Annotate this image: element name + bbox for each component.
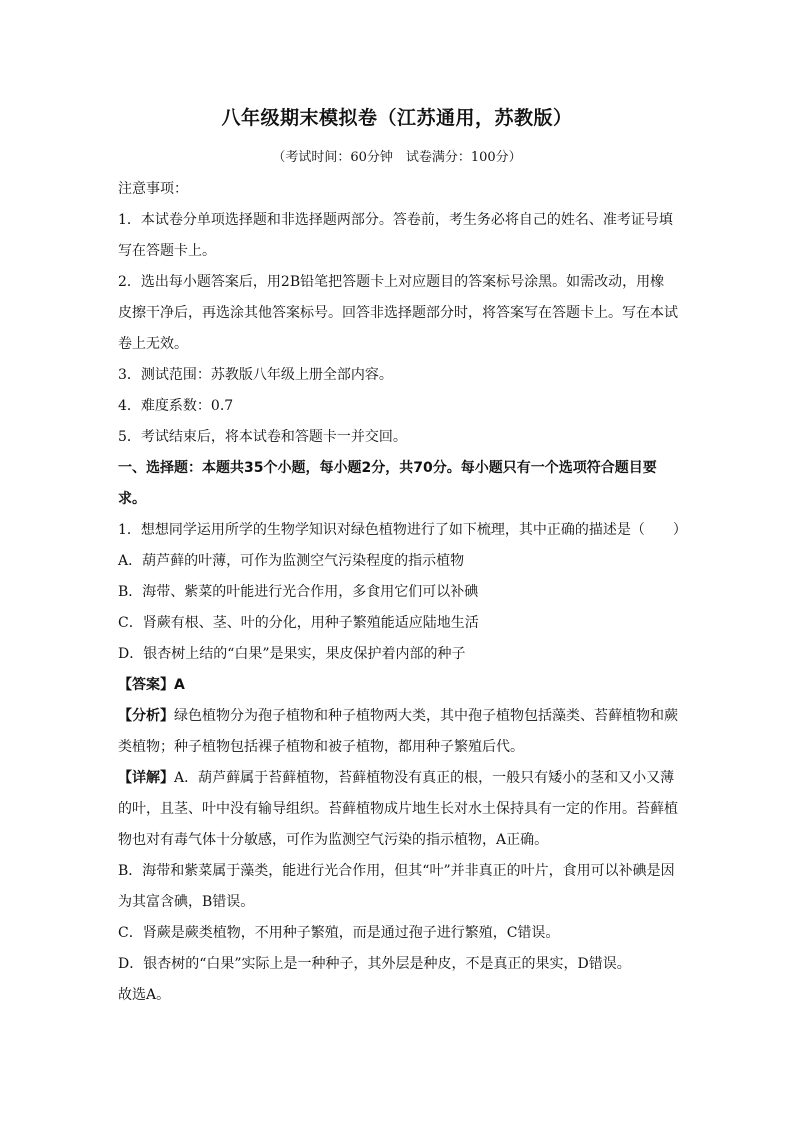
note-line: 2．选出每小题答案后，用2B铅笔把答题卡上对应题目的答案标号涂黑。如需改动，用橡 — [118, 274, 665, 290]
option-a: A．葫芦藓的叶薄，可作为监测空气污染程度的指示植物 — [118, 553, 465, 569]
answer-tag: 【答案】 — [118, 677, 174, 693]
question-stem: 1．想想同学运用所学的生物学知识对绿色植物进行了如下梳理，其中正确的描述是（ ） — [118, 522, 687, 538]
detail-line-cont: C．肾蕨是蕨类植物，不用种子繁殖，而是通过孢子进行繁殖，C错误。 — [118, 925, 560, 941]
detail-line-cont: 的叶，且茎、叶中没有输导组织。苔藓植物成片地生长对水土保持具有一定的作用。苔藓植 — [118, 801, 678, 817]
page-title: 八年级期末模拟卷（江苏通用，苏教版） — [221, 107, 573, 129]
answer-line — [118, 670, 688, 701]
note-line: 5．考试结束后，将本试卷和答题卡一并交回。 — [118, 429, 407, 445]
section-heading-cont: 求。 — [118, 491, 146, 507]
option-c: C．肾蕨有根、茎、叶的分化，用种子繁殖能适应陆地生活 — [118, 615, 479, 631]
note-line: 写在答题卡上。 — [118, 243, 216, 259]
exam-content — [118, 174, 688, 1011]
detail-tag: 【详解】 — [118, 770, 174, 786]
note-line: 卷上无效。 — [118, 336, 188, 352]
analysis-tag: 【分析】 — [118, 708, 174, 724]
answer-value: A — [174, 677, 185, 693]
analysis-line-cont: 类植物；种子植物包括裸子植物和被子植物，都用种子繁殖后代。 — [118, 739, 524, 755]
note-line: 皮擦干净后，再选涂其他答案标号。回答非选择题部分时，将答案写在答题卡上。写在本试 — [118, 305, 678, 321]
analysis-line — [118, 701, 688, 732]
analysis-text: 绿色植物分为孢子植物和种子植物两大类，其中孢子植物包括藻类、苔藓植物和蕨 — [174, 708, 678, 724]
detail-line-cont: 为其富含碘，B错误。 — [118, 894, 255, 910]
final-answer: 故选A。 — [118, 987, 171, 1003]
detail-line-cont: D．银杏树的“白果”实际上是一种种子，其外层是种皮，不是真正的果实，D错误。 — [118, 956, 631, 972]
section-heading: 一、选择题：本题共35个小题，每小题2分，共70分。每小题只有一个选项符合题目要 — [118, 460, 657, 476]
note-line: 4．难度系数：0.7 — [118, 398, 234, 414]
detail-line — [118, 763, 688, 794]
option-b: B．海带、紫菜的叶能进行光合作用，多食用它们可以补碘 — [118, 584, 479, 600]
note-line: 1．本试卷分单项选择题和非选择题两部分。答卷前，考生务必将自己的姓名、准考证号填 — [118, 212, 673, 228]
option-d: D．银杏树上结的“白果”是果实，果皮保护着内部的种子 — [118, 646, 466, 662]
note-line: 3．测试范围：苏教版八年级上册全部内容。 — [118, 367, 393, 383]
detail-text: A．葫芦藓属于苔藓植物，苔藓植物没有真正的根，一般只有矮小的茎和又小又薄 — [174, 770, 675, 786]
detail-line-cont: 物也对有毒气体十分敏感，可作为监测空气污染的指示植物，A正确。 — [118, 832, 549, 848]
detail-line-cont: B．海带和紫菜属于藻类，能进行光合作用，但其“叶”并非真正的叶片，食用可以补碘是因 — [118, 863, 675, 879]
exam-info: （考试时间：60分钟 试卷满分：100分） — [272, 150, 522, 165]
notes-heading: 注意事项： — [118, 181, 188, 197]
